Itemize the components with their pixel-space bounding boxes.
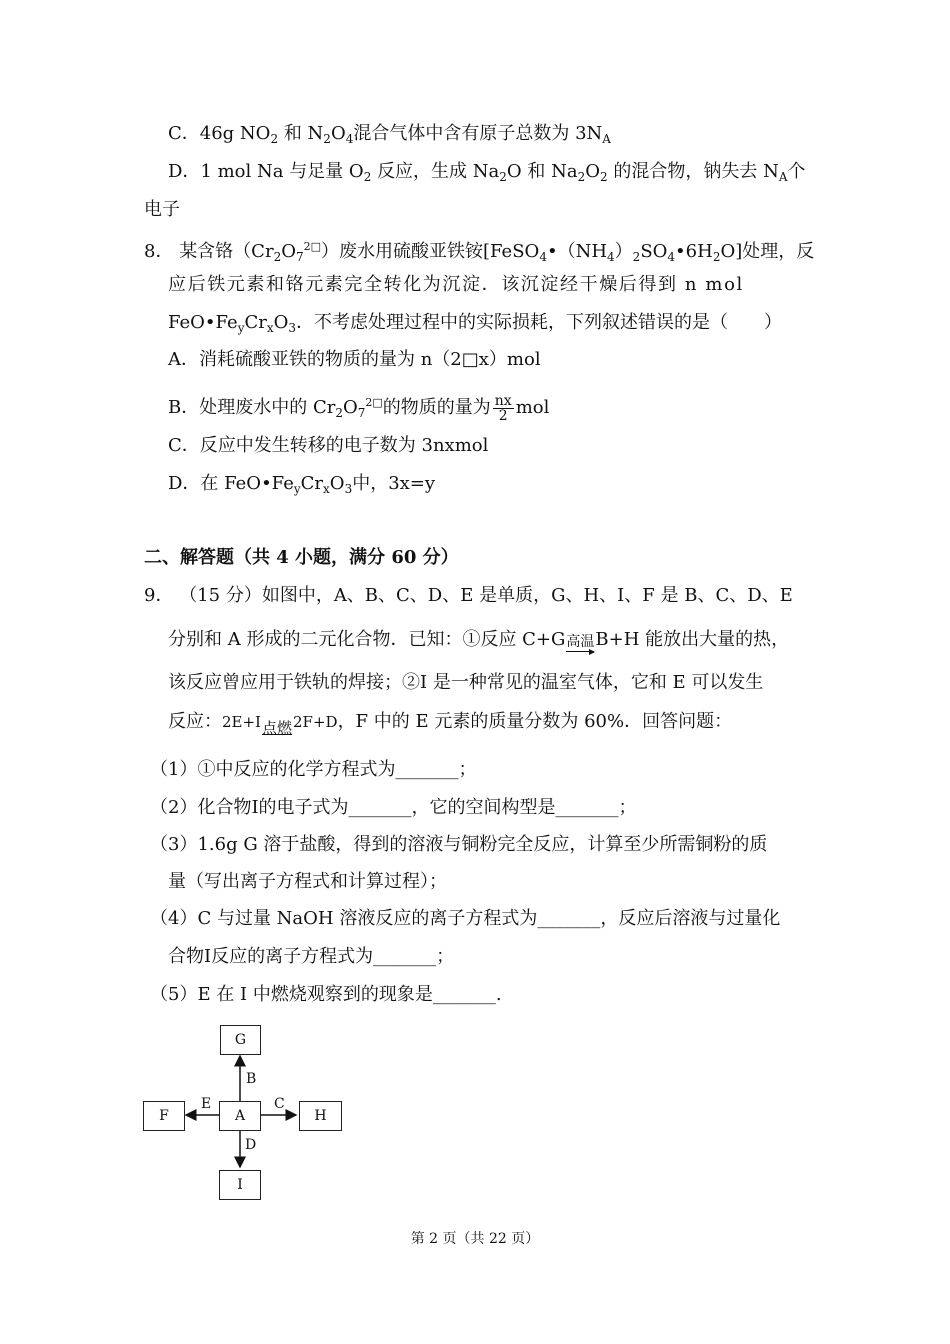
q7-option-d-continued: 电子	[144, 199, 180, 220]
node-i: I	[219, 1170, 261, 1200]
q9-part4-continued: 合物I反应的离子方程式为_______；	[168, 946, 455, 967]
q8-stem-line2: 应后铁元素和铬元素完全转化为沉淀．该沉淀经干燥后得到 n mol	[168, 274, 744, 295]
node-h: H	[299, 1101, 342, 1131]
q7-option-d: D．1 mol Na 与足量 $O_2$ 反应，生成 $Na_2O$ 和 $Na_2O_2$ 的混合物，钠失去 $N_A$个	[168, 161, 806, 184]
q9-stem-line1: 9． （15 分）如图中，A、B、C、D、E 是单质，G、H、I、F 是 B、C、D、E	[144, 585, 793, 606]
label-b: B	[246, 1071, 257, 1087]
q9-part1: （1）①中反应的化学方程式为_______；	[150, 759, 477, 780]
q9-part4: （4）C 与过量 NaOH 溶液反应的离子方程式为_______，反应后溶液与过量化	[150, 908, 781, 929]
q9-part2: （2）化合物I的电子式为_______，它的空间构型是_______；	[150, 797, 637, 818]
q8-option-b: B．处理废水中的 $Cr_2O_7^{2□}$的物质的量为 $\frac{nx}{2}$ mol	[168, 392, 550, 424]
label-c: C	[274, 1096, 285, 1112]
q9-part3: （3）1.6g G 溶于盐酸，得到的溶液与铜粉完全反应，计算至少所需铜粉的质	[150, 834, 768, 855]
q9-stem-line2: 分别和 A 形成的二元化合物．已知：①反应 C+G 高温 B+H 能放出大量的热，	[168, 629, 790, 650]
q8-option-c: C．反应中发生转移的电子数为 3nxmol	[168, 435, 489, 456]
label-e: E	[201, 1096, 212, 1112]
section-title: 二、解答题（共 4 小题，满分 60 分）	[144, 547, 459, 568]
q9-stem-line4: 反应：2E+I 点燃 2F+D，F 中的 E 元素的质量分数为 60%．回答问题：	[168, 711, 733, 737]
node-g: G	[220, 1025, 261, 1055]
node-a: A	[219, 1101, 261, 1131]
page-footer: 第 2 页（共 22 页）	[410, 1231, 540, 1247]
q8-option-d: D．在 $FeO•Fe_yCr_xO_3$中，3x=y	[168, 473, 436, 496]
fraction-nx-over-2: $\frac{nx}{2}$	[494, 392, 512, 424]
reaction-arrow-ignite: 点燃	[262, 719, 293, 737]
q9-part5: （5）E 在 I 中燃烧观察到的现象是_______.	[150, 984, 502, 1005]
q8-stem-line3: $FeO•Fe_yCr_xO_3$．不考虑处理过程中的实际损耗，下列叙述错误的是（ ）	[168, 312, 783, 335]
reaction-arrow-high-temp: 高温	[566, 634, 595, 650]
q9-part3-continued: 量（写出离子方程式和计算过程）；	[168, 871, 447, 892]
q7-option-c: C．46g $NO_2$ 和 $N_2O_4$混合气体中含有原子总数为 $3N_A$	[168, 123, 611, 146]
q9-stem-line3: 该反应曾应用于铁轨的焊接；②I 是一种常见的温室气体，它和 E 可以发生	[168, 672, 764, 693]
q8-stem-line1: 8． 某含铬$(Cr_2O_7^{2□})$废水用硫酸亚铁铵$[FeSO_4•(NH_4)_2SO_4•6H_2O]$处理，反	[144, 240, 815, 264]
q8-option-a: A．消耗硫酸亚铁的物质的量为 n（2□x）mol	[168, 349, 541, 370]
node-f: F	[143, 1101, 185, 1131]
label-d: D	[245, 1137, 257, 1153]
